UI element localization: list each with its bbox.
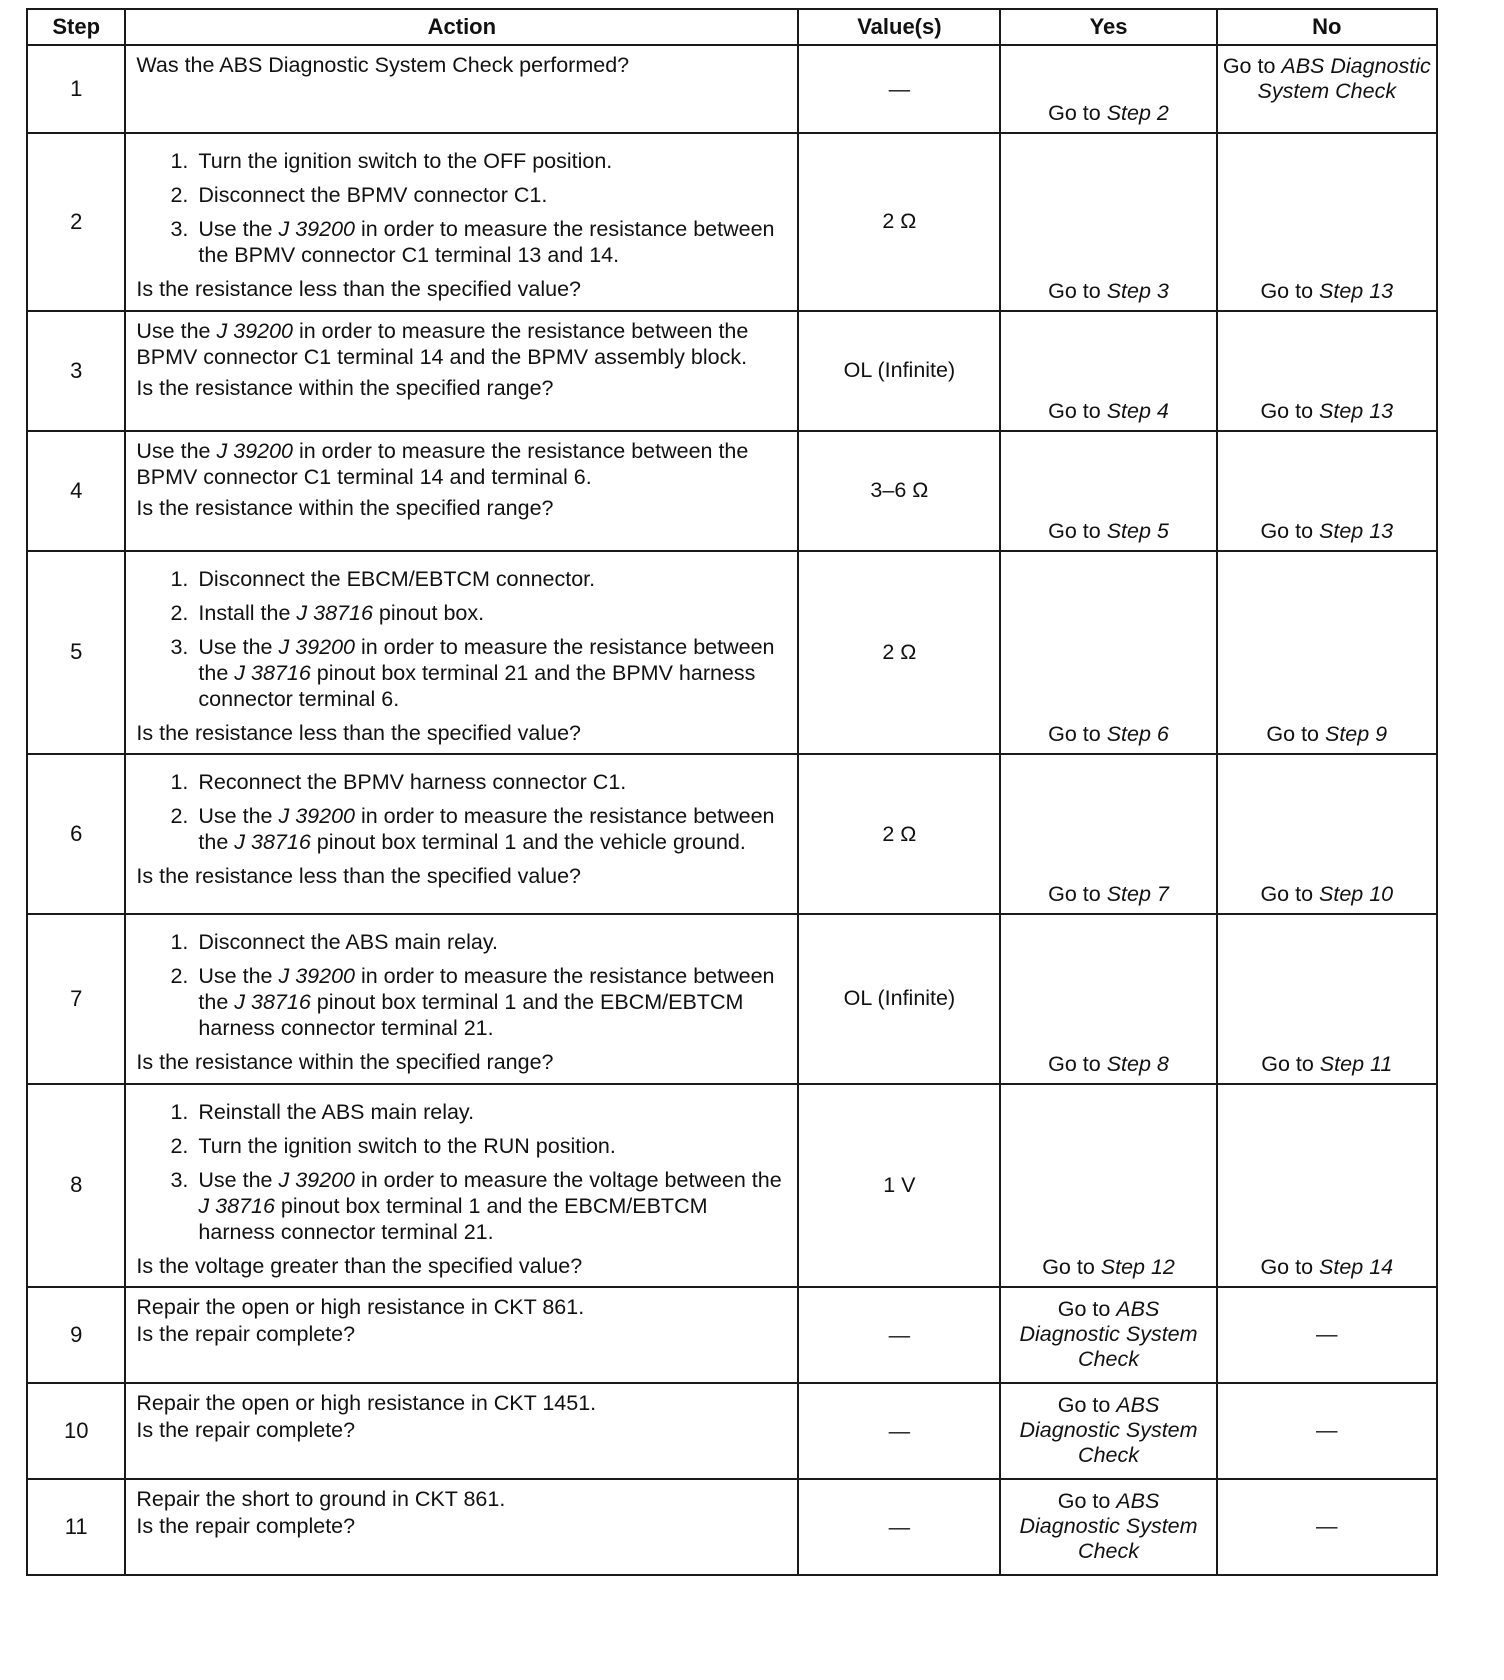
step-number: 4 [27,431,125,551]
step-number: 6 [27,754,125,914]
tool-ref: J 39200 [278,217,355,241]
yes-link[interactable]: Step 4 [1106,398,1169,423]
action-question: Is the repair complete? [136,1513,356,1538]
tool-ref: J 39200 [278,964,355,988]
substep-number: 1. [170,930,189,954]
yes-prefix: Go to [1048,101,1107,125]
substep-list [136,1099,789,1245]
substep [136,182,789,208]
no-cell [1217,45,1437,133]
tool-ref: J 39200 [278,1167,355,1192]
action-question: Is the repair complete? [136,1417,356,1442]
yes-link[interactable]: Step 3 [1106,278,1169,303]
action-cell [125,1383,798,1479]
yes-cell: Go to ABS Diagnostic System Check [1000,1287,1216,1383]
substep-text: Disconnect the EBCM/EBTCM connector. [198,566,596,591]
action-cell [125,133,798,311]
table-row [27,1383,1437,1479]
action-question: Is the resistance within the specified range? [136,495,554,520]
value-cell: — [798,45,1000,133]
value-cell: — [798,1383,1000,1479]
yes-link[interactable]: Step 8 [1106,1051,1169,1076]
header-action: Action [125,9,798,45]
substep-number: 2. [170,804,189,828]
tool-ref: J 39200 [278,804,355,828]
table-row [27,914,1437,1084]
substep-text: Install the J 38716 pinout box. [198,600,485,625]
table-row [27,133,1437,311]
no-cell: Go to Step 13 [1217,133,1437,311]
yes-cell: Go to Step 8 [1000,914,1216,1084]
value-cell: 2 Ω [798,754,1000,914]
no-prefix: Go to [1222,54,1282,78]
no-link[interactable]: Step 11 [1319,1051,1393,1076]
yes-link[interactable]: Step 2 [1106,101,1169,125]
action-cell [125,1287,798,1383]
yes-link[interactable]: Step 5 [1106,518,1169,543]
diagnostic-table [26,8,1438,1576]
substep-text: Use the J 39200 in order to measure the voltage between the J 38716 pinout box terminal 1 and the EBCM/EBTCM harness connector terminal 21. [198,1167,782,1244]
substep [136,600,789,626]
yes-link[interactable]: Step 12 [1100,1255,1175,1279]
no-cell: — [1217,1383,1437,1479]
yes-cell: Go to ABS Diagnostic System Check [1000,1383,1216,1479]
substep-number: 2. [170,183,189,207]
substep-number: 3. [170,1167,189,1192]
action-text: Repair the open or high resistance in CKT 861. [136,1295,585,1319]
yes-link[interactable]: Step 6 [1106,722,1169,746]
action-cell [125,754,798,914]
action-question: Is the resistance less than the specified value? [136,277,581,301]
substep [136,1167,789,1245]
substep-text: Disconnect the BPMV connector C1. [198,183,548,207]
header-yes: Yes [1000,9,1216,45]
action-cell [125,1084,798,1288]
substep-text: Turn the ignition switch to the RUN position. [198,1133,616,1158]
tool-ref: J 39200 [278,634,355,659]
substep [136,1133,789,1159]
value-cell: OL (Infinite) [798,311,1000,431]
substep [136,929,789,955]
yes-link[interactable]: ABS Diagnostic System Check [1019,1296,1198,1371]
no-link[interactable]: Step 13 [1319,518,1394,543]
substep-number: 1. [170,1099,189,1124]
step-number: 7 [27,914,125,1084]
substep [136,216,789,268]
substep-list [136,148,789,268]
no-cell: Go to Step 13 [1217,311,1437,431]
tool-ref: J 38716 [234,830,311,854]
yes-cell: Go to Step 3 [1000,133,1216,311]
no-cell: Go to Step 11 [1217,914,1437,1084]
action-cell [125,45,798,133]
header-values: Value(s) [798,9,1000,45]
substep-number: 3. [170,634,189,659]
action-question: Is the repair complete? [136,1321,356,1346]
tool-ref: J 38716 [234,990,311,1014]
action-cell [125,914,798,1084]
action-question: Is the resistance less than the specified value? [136,864,581,888]
table-row [27,431,1437,551]
step-number: 9 [27,1287,125,1383]
yes-link[interactable]: Step 7 [1106,882,1169,906]
action-text: Repair the open or high resistance in CKT 1451. [136,1391,597,1415]
substep [136,803,789,855]
action-text: Was the ABS Diagnostic System Check performed? [136,53,630,77]
no-cell: Go to Step 10 [1217,754,1437,914]
action-cell [125,551,798,755]
yes-link[interactable]: ABS Diagnostic System Check [1019,1392,1198,1467]
substep-number: 1. [170,149,189,173]
no-cell: Go to Step 9 [1217,551,1437,755]
table-row [27,1084,1437,1288]
substep [136,566,789,592]
table-row [27,45,1437,133]
action-question: Is the resistance within the specified range? [136,1050,554,1074]
tool-ref: J 39200 [216,438,293,463]
tool-ref: J 39200 [216,318,293,343]
step-number: 2 [27,133,125,311]
no-link[interactable]: Step 10 [1319,882,1394,906]
substep-text: Reconnect the BPMV harness connector C1. [198,770,627,794]
step-number: 1 [27,45,125,133]
action-question: Is the voltage greater than the specified value? [136,1253,583,1278]
yes-cell: Go to Step 12 [1000,1084,1216,1288]
action-cell [125,1479,798,1575]
value-cell: — [798,1479,1000,1575]
substep-text: Use the J 39200 in order to measure the resistance between the J 38716 pinout box terminal 1 and the EBCM/EBTCM harness connector terminal 21. [198,964,775,1040]
no-link[interactable]: Step 13 [1319,278,1394,303]
substep [136,963,789,1041]
yes-cell: Go to Step 4 [1000,311,1216,431]
substep-list [136,769,789,855]
no-link[interactable]: Step 9 [1324,722,1388,746]
action-text: Use the J 39200 in order to measure the resistance between the BPMV connector C1 terminal 14 and the BPMV assembly block. [136,318,749,369]
action-text: Repair the short to ground in CKT 861. [136,1487,506,1511]
action-cell [125,311,798,431]
tool-ref: J 38716 [198,1193,275,1218]
substep-number: 1. [170,770,189,794]
substep-text: Disconnect the ABS main relay. [198,930,498,954]
value-cell: 3–6 Ω [798,431,1000,551]
action-question: Is the resistance less than the specified value? [136,720,581,745]
step-number: 10 [27,1383,125,1479]
substep-list [136,929,789,1041]
header-step: Step [27,9,125,45]
yes-cell [1000,45,1216,133]
value-cell: 1 V [798,1084,1000,1288]
substep-number: 1. [170,566,189,591]
yes-cell: Go to Step 6 [1000,551,1216,755]
substep [136,769,789,795]
step-number: 5 [27,551,125,755]
value-cell: 2 Ω [798,551,1000,755]
table-row [27,1287,1437,1383]
header-row [27,9,1437,45]
action-question: Is the resistance within the specified range? [136,375,554,400]
value-cell: OL (Infinite) [798,914,1000,1084]
substep [136,1099,789,1125]
substep-text: Use the J 39200 in order to measure the resistance between the BPMV connector C1 terminal 13 and 14. [198,217,775,267]
no-cell: Go to Step 14 [1217,1084,1437,1288]
table-row [27,754,1437,914]
no-link[interactable]: Step 14 [1319,1255,1394,1279]
substep-number: 2. [170,1133,189,1158]
substep-list [136,566,789,712]
yes-cell: Go to Step 5 [1000,431,1216,551]
substep-text: Use the J 39200 in order to measure the resistance between the J 38716 pinout box terminal 21 and the BPMV harness connector terminal 6. [198,634,775,711]
no-link[interactable]: Step 13 [1319,398,1394,423]
no-cell: — [1217,1287,1437,1383]
substep-number: 2. [170,964,189,988]
table-row [27,311,1437,431]
substep [136,148,789,174]
step-number: 3 [27,311,125,431]
header-no: No [1217,9,1437,45]
substep-number: 2. [170,600,189,625]
action-text: Use the J 39200 in order to measure the resistance between the BPMV connector C1 terminal 14 and terminal 6. [136,438,749,489]
substep [136,634,789,712]
no-cell: — [1217,1479,1437,1575]
substep-text: Reinstall the ABS main relay. [198,1099,475,1124]
no-link[interactable]: ABS Diagnostic System Check [1257,54,1431,103]
table-row [27,551,1437,755]
yes-cell: Go to ABS Diagnostic System Check [1000,1479,1216,1575]
substep-number: 3. [170,217,189,241]
value-cell: — [798,1287,1000,1383]
action-cell [125,431,798,551]
step-number: 8 [27,1084,125,1288]
tool-ref: J 38716 [234,660,311,685]
substep-text: Turn the ignition switch to the OFF position. [198,149,613,173]
table-row [27,1479,1437,1575]
step-number: 11 [27,1479,125,1575]
yes-link[interactable]: ABS Diagnostic System Check [1019,1488,1198,1563]
value-cell: 2 Ω [798,133,1000,311]
tool-ref: J 38716 [296,600,373,625]
substep-text: Use the J 39200 in order to measure the resistance between the J 38716 pinout box terminal 1 and the vehicle ground. [198,804,775,854]
yes-cell: Go to Step 7 [1000,754,1216,914]
no-cell: Go to Step 13 [1217,431,1437,551]
